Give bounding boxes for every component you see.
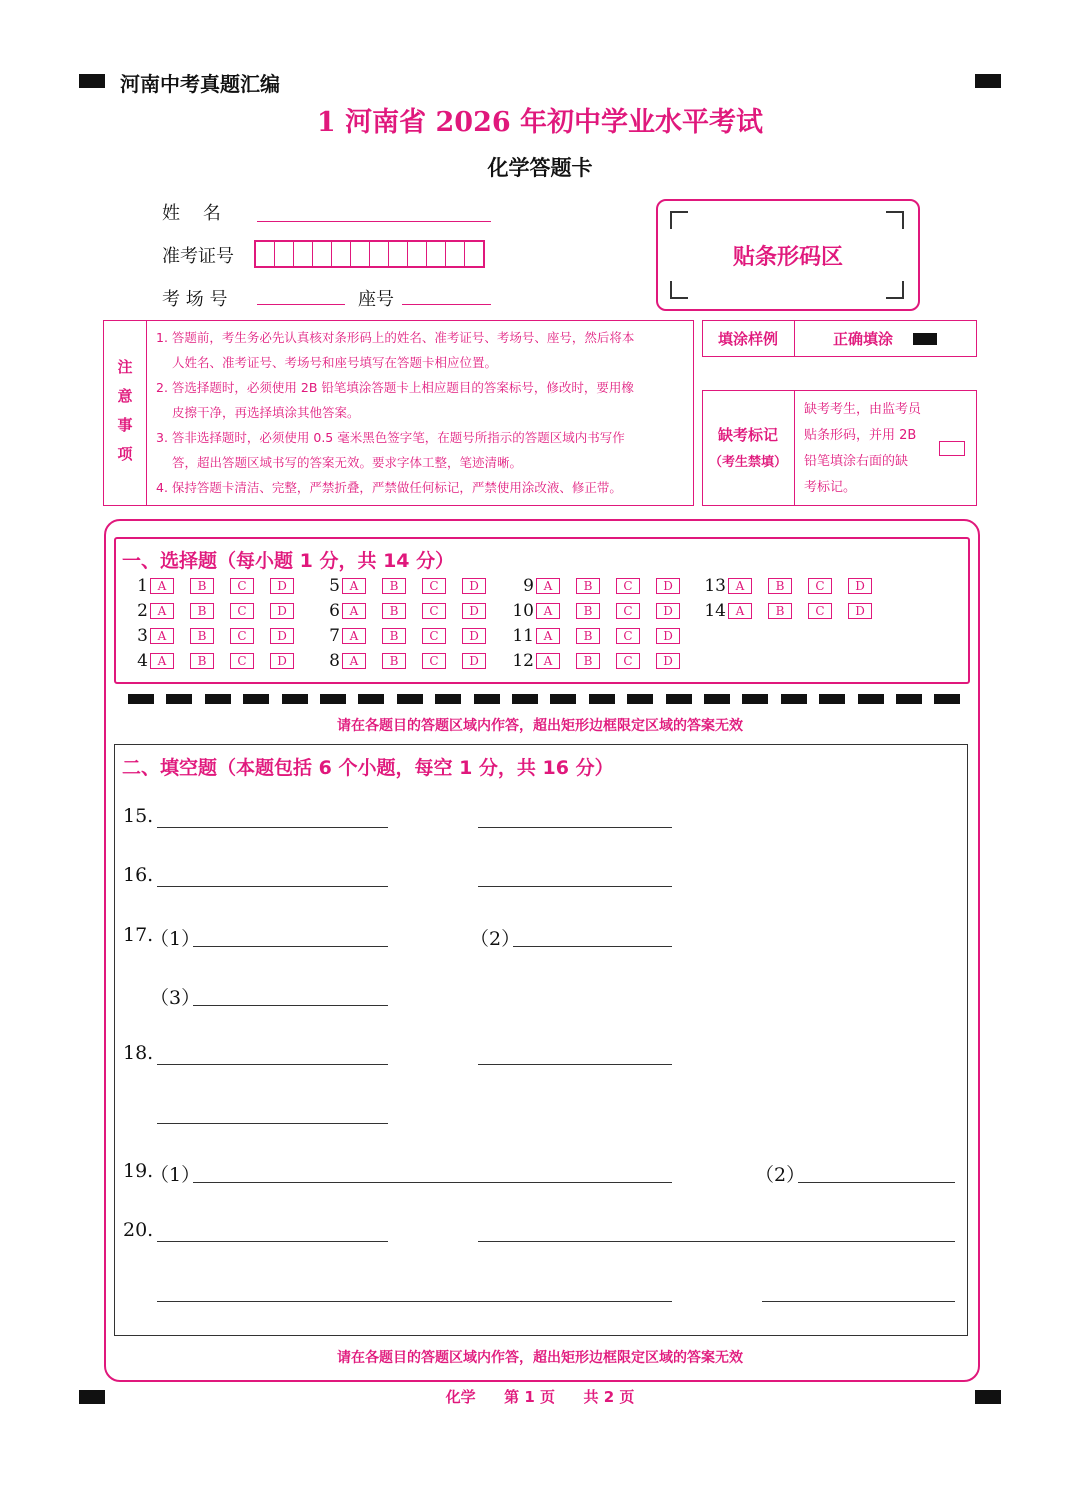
fill-section-box [114, 744, 968, 1336]
choice-option-bubble[interactable]: C [808, 603, 832, 619]
choice-question [698, 576, 888, 596]
choice-option-bubble[interactable]: A [536, 578, 560, 594]
notice-side-char: 事 [117, 416, 133, 434]
choice-question [120, 651, 310, 671]
choice-option-bubble[interactable]: A [150, 578, 174, 594]
part-label: （2） [755, 1164, 806, 1186]
choice-option-bubble[interactable]: B [576, 628, 600, 644]
footer-subject: 化学 [445, 1388, 476, 1406]
page-footer [0, 1386, 1080, 1407]
absent-desc-line: 缺考考生，由监考员 [804, 402, 922, 417]
choice-question-number: 14 [704, 601, 726, 621]
choice-option-bubble[interactable]: B [382, 578, 406, 594]
question-number: 17. [123, 924, 154, 946]
choice-option-bubble[interactable]: D [270, 578, 294, 594]
choice-question [698, 601, 888, 621]
perforation-dash [320, 694, 346, 704]
choice-question [506, 626, 696, 646]
notice-line: 皮擦干净，再选择填涂其他答案。 [172, 405, 360, 420]
choice-option-bubble[interactable]: B [190, 653, 214, 669]
choice-option-bubble[interactable]: B [190, 603, 214, 619]
id-label: 准考证号 [162, 246, 234, 267]
choice-option-bubble[interactable]: C [230, 628, 254, 644]
choice-option-bubble[interactable]: A [536, 628, 560, 644]
corner-mark [886, 211, 904, 229]
choice-option-bubble[interactable]: D [462, 653, 486, 669]
exam-title: 1 河南省 2026 年初中学业水平考试 [316, 107, 764, 138]
corner-mark [886, 281, 904, 299]
perforation-dash [166, 694, 192, 704]
part-label: （1） [150, 928, 201, 950]
choice-option-bubble[interactable]: D [462, 628, 486, 644]
perforation-dash [474, 694, 500, 704]
footer-page: 第 1 页 [504, 1388, 555, 1406]
perforation-dash [358, 694, 384, 704]
choice-question [506, 601, 696, 621]
boundary-warning-top: 请在各题目的答题区域内作答，超出矩形边框限定区域的答案无效 [337, 718, 743, 734]
notice-line: 2. 答选择题时，必须使用 2B 铅笔填涂答题卡上相应题目的答案标号，修改时，要用橡 [156, 380, 634, 395]
choice-option-bubble[interactable]: C [230, 578, 254, 594]
perforation-dash [589, 694, 615, 704]
seat-field[interactable] [402, 304, 491, 305]
choice-option-bubble[interactable]: A [728, 603, 752, 619]
perforation-dash [282, 694, 308, 704]
answer-blank[interactable] [193, 1005, 388, 1006]
answer-blank[interactable] [157, 1301, 672, 1302]
perforation-dash [704, 694, 730, 704]
choice-option-bubble[interactable]: B [768, 578, 792, 594]
absent-description [804, 397, 939, 501]
sample-correct-label: 正确填涂 [833, 330, 894, 348]
absent-label: 缺考标记 [717, 426, 778, 444]
series-title: 河南中考真题汇编 [120, 72, 280, 96]
notice-side-char: 项 [117, 445, 133, 463]
choice-question-number: 11 [512, 626, 534, 646]
choice-question-number: 3 [137, 626, 148, 646]
absent-box [702, 390, 977, 506]
perforation-dash [742, 694, 768, 704]
choice-question [120, 626, 310, 646]
name-label: 姓 名 [162, 203, 221, 224]
choice-section-title: 一、选择题（每小题 1 分，共 14 分） [122, 550, 455, 572]
perforation-dash [435, 694, 461, 704]
question-number: 18. [123, 1042, 154, 1064]
answer-blank[interactable] [513, 946, 672, 947]
answer-blank[interactable] [157, 886, 388, 887]
filled-sample-mark [913, 333, 937, 345]
choice-option-bubble[interactable]: C [616, 628, 640, 644]
choice-option-bubble[interactable]: D [462, 603, 486, 619]
corner-mark [670, 281, 688, 299]
choice-option-bubble[interactable]: C [422, 628, 446, 644]
choice-question-number: 6 [329, 601, 340, 621]
perforation-dash [550, 694, 576, 704]
barcode-label: 贴条形码区 [732, 245, 843, 270]
choice-option-bubble[interactable]: D [656, 653, 680, 669]
barcode-area [656, 199, 920, 311]
perforation-dash [128, 694, 154, 704]
choice-option-bubble[interactable]: A [150, 628, 174, 644]
choice-option-bubble[interactable]: C [808, 578, 832, 594]
choice-question-number: 8 [329, 651, 340, 671]
question-number: 20. [123, 1219, 154, 1241]
perforation-dash [397, 694, 423, 704]
choice-option-bubble[interactable]: B [768, 603, 792, 619]
choice-option-bubble[interactable]: B [190, 578, 214, 594]
notice-line: 4. 保持答题卡清洁、完整，严禁折叠，严禁做任何标记，严禁使用涂改液、修正带。 [156, 480, 622, 495]
choice-question [120, 601, 310, 621]
notice-text [156, 325, 688, 500]
choice-option-bubble[interactable]: B [576, 653, 600, 669]
sample-box [702, 320, 977, 357]
choice-question-number: 10 [512, 601, 534, 621]
choice-question-number: 13 [704, 576, 726, 596]
choice-option-bubble[interactable]: B [190, 628, 214, 644]
answer-blank[interactable] [157, 1241, 388, 1242]
perforation-dash [512, 694, 538, 704]
choice-question-number: 9 [523, 576, 534, 596]
choice-option-bubble[interactable]: C [230, 653, 254, 669]
notice-side-column [104, 321, 147, 505]
choice-option-bubble[interactable]: A [342, 603, 366, 619]
choice-question [312, 601, 502, 621]
choice-question-number: 5 [329, 576, 340, 596]
choice-question [120, 576, 310, 596]
choice-question [312, 651, 502, 671]
answer-blank[interactable] [157, 827, 388, 828]
room-field[interactable] [257, 304, 345, 305]
choice-option-bubble[interactable]: B [382, 653, 406, 669]
seat-label: 座号 [358, 289, 394, 310]
choice-option-bubble[interactable]: D [270, 653, 294, 669]
choice-question-number: 12 [512, 651, 534, 671]
sample-label: 填涂样例 [717, 330, 778, 348]
choice-option-bubble[interactable]: B [382, 603, 406, 619]
registration-mark [975, 74, 1001, 88]
choice-option-bubble[interactable]: D [462, 578, 486, 594]
part-label: （1） [150, 1164, 201, 1186]
corner-mark [670, 211, 688, 229]
choice-option-bubble[interactable]: C [422, 653, 446, 669]
perforation-dash [205, 694, 231, 704]
notice-line: 答，超出答题区域书写的答案无效。要求字体工整，笔迹清晰。 [172, 455, 523, 470]
fill-section-title: 二、填空题（本题包括 6 个小题，每空 1 分，共 16 分） [122, 757, 614, 779]
choice-question [312, 626, 502, 646]
choice-option-bubble[interactable]: B [576, 578, 600, 594]
absent-desc-line: 贴条形码，并用 2B [804, 428, 917, 443]
choice-option-bubble[interactable]: D [848, 578, 872, 594]
choice-option-bubble[interactable]: C [230, 603, 254, 619]
choice-option-bubble[interactable]: C [616, 653, 640, 669]
choice-question-number: 2 [137, 601, 148, 621]
choice-question-number: 7 [329, 626, 340, 646]
choice-question [506, 651, 696, 671]
question-number: 15. [123, 805, 154, 827]
question-number: 16. [123, 864, 154, 886]
choice-option-bubble[interactable]: C [616, 603, 640, 619]
choice-question-number: 4 [137, 651, 148, 671]
absent-desc-line: 考标记。 [804, 480, 857, 495]
card-subtitle: 化学答题卡 [487, 156, 593, 180]
absent-desc-line: 铅笔填涂右面的缺 [804, 454, 909, 469]
part-label: （3） [150, 987, 201, 1009]
choice-question [312, 576, 502, 596]
choice-option-bubble[interactable]: B [382, 628, 406, 644]
answer-blank[interactable] [157, 1123, 388, 1124]
notice-line: 人姓名、准考证号、考场号和座号填写在答题卡相应位置。 [172, 355, 498, 370]
choice-option-bubble[interactable]: D [656, 578, 680, 594]
perforation-dash [819, 694, 845, 704]
choice-option-bubble[interactable]: D [656, 603, 680, 619]
choice-option-bubble[interactable]: A [536, 603, 560, 619]
perforation-dash [781, 694, 807, 704]
choice-option-bubble[interactable]: B [576, 603, 600, 619]
choice-question-number: 1 [137, 576, 148, 596]
footer-total: 共 2 页 [583, 1388, 635, 1406]
notice-box [103, 320, 694, 506]
perforation-dash [627, 694, 653, 704]
choice-question [506, 576, 696, 596]
answer-blank[interactable] [478, 886, 672, 887]
choice-option-bubble[interactable]: C [422, 578, 446, 594]
choice-option-bubble[interactable]: A [342, 628, 366, 644]
answer-blank[interactable] [478, 827, 672, 828]
answer-blank[interactable] [193, 1182, 672, 1183]
choice-option-bubble[interactable]: D [270, 628, 294, 644]
answer-blank[interactable] [798, 1182, 955, 1183]
choice-option-bubble[interactable]: D [848, 603, 872, 619]
answer-blank[interactable] [193, 946, 388, 947]
choice-option-bubble[interactable]: A [150, 653, 174, 669]
part-label: （2） [470, 928, 521, 950]
question-number: 19. [123, 1160, 154, 1182]
perforation-dash [896, 694, 922, 704]
choice-option-bubble[interactable]: A [150, 603, 174, 619]
room-label: 考 场 号 [162, 289, 228, 310]
choice-option-bubble[interactable]: A [728, 578, 752, 594]
choice-option-bubble[interactable]: A [536, 653, 560, 669]
notice-line: 3. 答非选择题时，必须使用 0.5 毫米黑色签字笔，在题号所指示的答题区域内书写作 [156, 430, 625, 445]
notice-side-char: 意 [117, 387, 133, 405]
id-number-grid[interactable] [254, 240, 485, 268]
perforation-dash [666, 694, 692, 704]
choice-option-bubble[interactable]: D [656, 628, 680, 644]
choice-option-bubble[interactable]: C [616, 578, 640, 594]
choice-option-bubble[interactable]: A [342, 578, 366, 594]
answer-blank[interactable] [157, 1064, 388, 1065]
choice-option-bubble[interactable]: A [342, 653, 366, 669]
notice-side-char: 注 [117, 358, 133, 376]
perforation-dash [243, 694, 269, 704]
absent-mark-box[interactable] [939, 441, 965, 456]
boundary-warning-bottom: 请在各题目的答题区域内作答，超出矩形边框限定区域的答案无效 [337, 1350, 743, 1366]
perforation-dash [934, 694, 960, 704]
answer-blank[interactable] [478, 1241, 955, 1242]
choice-option-bubble[interactable]: C [422, 603, 446, 619]
answer-blank[interactable] [478, 1064, 672, 1065]
perforation-dash [858, 694, 884, 704]
name-field[interactable] [257, 221, 491, 222]
registration-mark [79, 74, 105, 88]
notice-line: 1. 答题前，考生务必先认真核对条形码上的姓名、准考证号、考场号、座号，然后将本 [156, 330, 635, 345]
answer-blank[interactable] [762, 1301, 955, 1302]
choice-option-bubble[interactable]: D [270, 603, 294, 619]
absent-sublabel: （考生禁填） [708, 455, 787, 470]
